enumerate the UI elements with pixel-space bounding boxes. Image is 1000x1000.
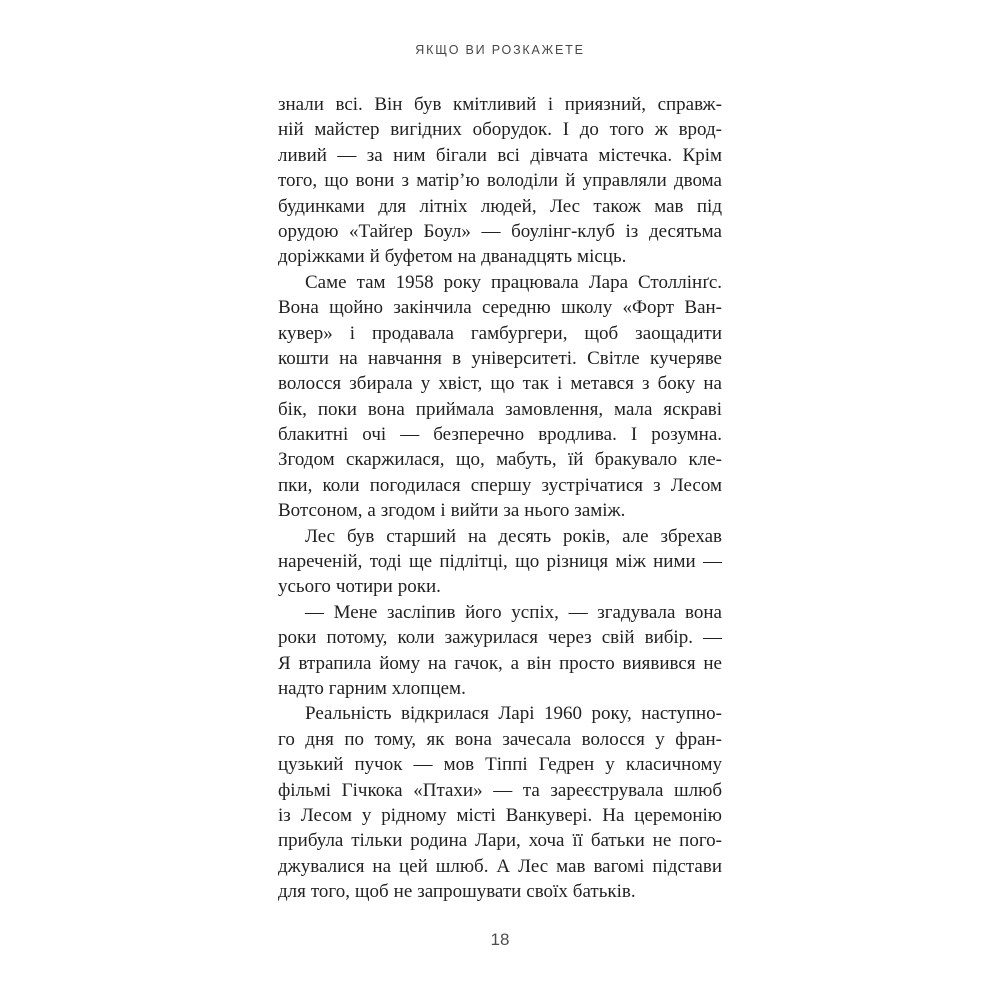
text-line: Згодом скаржилася, що, мабуть, їй бракувало кле- [278,449,722,471]
paragraph [278,270,722,524]
text-line: Я втрапила йому на гачок, а він просто виявився не [278,652,722,674]
text-line: бік, поки вона приймала замовлення, мала яскраві [278,398,722,420]
text-line: нареченій, тоді ще підлітці, що різниця між ними — [278,551,722,573]
text-line: пки, коли погодилася спершу зустрічатися з Лесом [278,474,722,496]
page-number: 18 [490,930,510,949]
paragraph [278,600,722,702]
text-block [278,92,722,905]
text-line: Лес був старший на десять років, але збрехав [305,525,722,547]
text-line: джувалися на цей шлюб. А Лес мав вагомі підстави [278,855,722,877]
text-line: роки потому, коли зажурилася через свій вибір. — [278,627,722,649]
text-line: — Мене засліпив його успіх, — згадувала вона [305,601,722,623]
text-line: будинками для літніх людей, Лес також мав під [278,195,722,217]
text-line: блакитні очі — безперечно вродлива. І розумна. [278,424,722,446]
text-line: фільмі Гічкока «Птахи» — та зареєструвала шлюб [278,779,722,801]
text-line: Реальність відкрилася Ларі 1960 року, наступно- [305,703,722,725]
text-line: орудою «Тайґер Боул» — боулінг-клуб із десятьма [278,220,722,242]
text-line: ливий — за ним бігали всі дівчата містечка. Крім [278,144,722,166]
text-line: го дня по тому, як вона зачесала волосся у фран- [278,728,722,750]
text-line: кошти на навчання в університеті. Світле кучеряве [278,347,722,369]
text-line: Вотсоном, а згодом і вийти за нього заміж. [278,500,626,522]
text-line: того, що вони з матір’ю володіли й управляли двома [278,170,722,192]
paragraph [278,524,722,600]
text-line: прибула тільки родина Лари, хоча її батьки не пого- [278,830,722,852]
text-line: волосся збирала у хвіст, що так і метався з боку на [278,373,722,395]
text-line: доріжками й буфетом на дванадцять місць. [278,246,627,268]
text-line: усього чотири роки. [278,576,441,598]
text-line: ній майстер вигідних оборудок. І до того ж врод- [278,119,722,141]
text-line: Вона щойно закінчила середню школу «Форт Ван- [278,297,722,319]
text-line: для того, щоб не запрошувати своїх батьків. [278,881,636,903]
running-header: ЯКЩО ВИ РОЗКАЖЕТЕ [415,43,585,57]
text-line: цузький пучок — мов Тіппі Гедрен у класичному [278,754,722,776]
text-line: кувер» і продавала гамбургери, щоб заощадити [278,322,722,344]
text-line: надто гарним хлопцем. [278,677,466,699]
paragraph [278,92,722,270]
text-line: із Лесом у рідному місті Ванкувері. На церемонію [278,804,722,826]
text-line: знали всі. Він був кмітливий і приязний, справж- [278,94,722,115]
text-line: Саме там 1958 року працювала Лара Столлінґс. [305,271,722,293]
paragraph [278,701,722,904]
